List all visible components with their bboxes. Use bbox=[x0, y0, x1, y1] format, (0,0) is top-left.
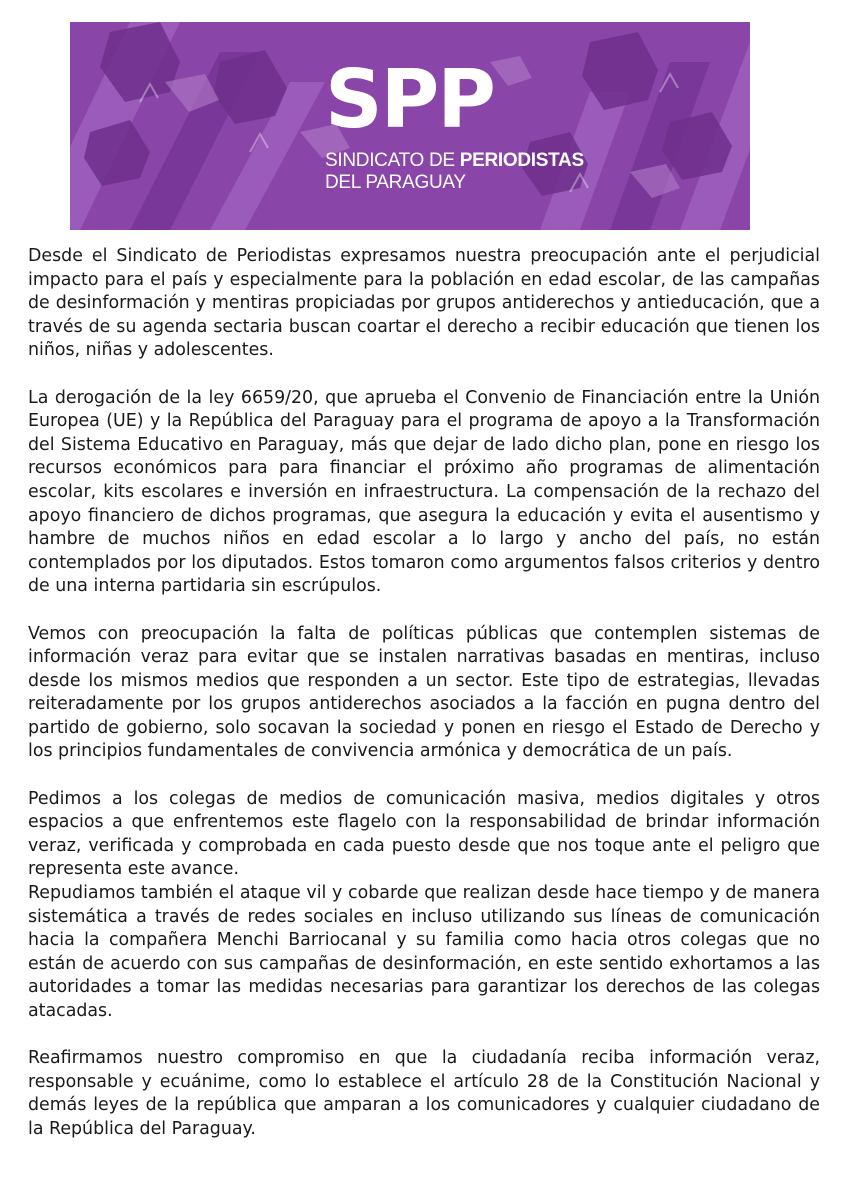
logo-line-1-bold: PERIODISTAS bbox=[459, 150, 584, 171]
paragraph-1: Desde el Sindicato de Periodistas expresamos nuestra preocupación ante el perjudicial impacto para el país y especialmente para la población en edad escolar, de las campañas de desinformación y mentiras propiciadas por grupos antiderechos y antieducación, que a través de su agenda sectaria buscan coartar el derecho a recibir educación que tienen los niños, niñas y adolescentes. bbox=[28, 246, 820, 361]
paragraph-4: Pedimos a los colegas de medios de comunicación masiva, medios digitales y otros espacios a que enfrentemos este flagelo con la responsabilidad de brindar información veraz, verificada y comprobada en cada puesto desde que nos toque ante el peligro que representa este avance. bbox=[28, 788, 820, 880]
logo-line-1 bbox=[325, 150, 584, 172]
spp-logo bbox=[325, 53, 584, 194]
logo-mark: SPP bbox=[325, 53, 494, 146]
statement-body bbox=[28, 245, 820, 1142]
paragraph-3: Vemos con preocupación la falta de políticas públicas que contemplen sistemas de información veraz para evitar que se instalen narrativas basadas en mentiras, incluso desde los mismos medios que responden a un sector. Este tipo de estrategias, llevadas reiteradamente por los grupos antiderechos asociados a la facción en pugna dentro del partido de gobierno, solo socavan la sociedad y ponen en riesgo el Estado de Derecho y los principios fundamentales de convivencia armónica y democrática de un país. bbox=[28, 623, 820, 762]
logo-line-1-prefix: SINDICATO DE bbox=[325, 150, 460, 171]
logo-line-2: DEL PARAGUAY bbox=[325, 172, 466, 193]
paragraph-6: Reafirmamos nuestro compromiso en que la ciudadanía reciba información veraz, responsable y ecuánime, como lo establece el artículo 28 de la Constitución Nacional y demás leyes de la república que amparan a los comunicadores y cualquier ciudadano de la República del Paraguay. bbox=[28, 1048, 820, 1139]
paragraph-5: Repudiamos también el ataque vil y cobarde que realizan desde hace tiempo y de manera sistemática a través de redes sociales en incluso utilizando sus líneas de comunicación hacia la compañera Menchi Barriocanal y su familia como hacia otros colegas que no están de acuerdo con sus campañas de desinformación, en este sentido exhortamos a las autoridades a tomar las medidas necesarias para garantizar los derechos de las colegas atacadas. bbox=[28, 883, 820, 1021]
header-banner bbox=[70, 22, 750, 230]
paragraph-2: La derogación de la ley 6659/20, que aprueba el Convenio de Financiación entre la Unión Europea (UE) y la República del Paraguay para el programa de apoyo a la Transformación del Sistema Educativo en Paraguay, más que dejar de lado dicho plan, pone en riesgo los recursos económicos para para financiar el próximo año programas de alimentación escolar, kits escolares e inversión en infraestructura. La compensación de la rechazo del apoyo financiero de dichos programas, que asegura la educación y evita el ausentismo y hambre de muchos niños en edad escolar a lo largo y ancho del país, no están contemplados por los diputados. Estos tomaron como argumentos falsos criterios y dentro de una interna partidaria sin escrúpulos. bbox=[28, 387, 820, 597]
